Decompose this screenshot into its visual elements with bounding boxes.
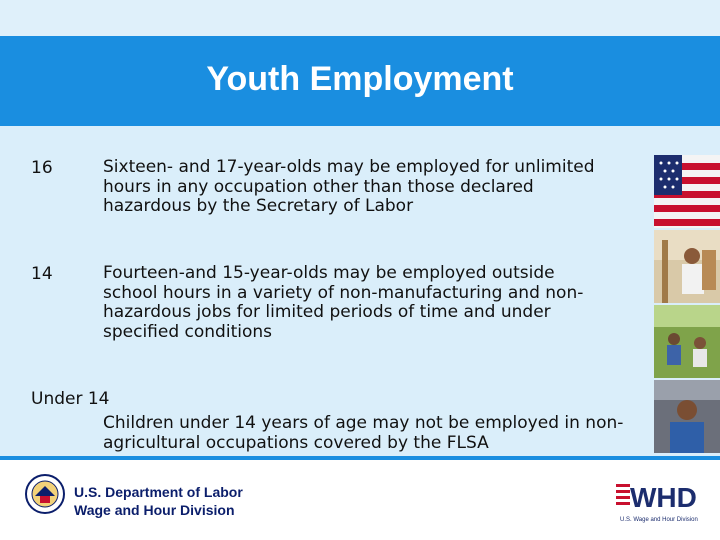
worker-photo-1 [654,230,720,303]
worker-photo-3 [654,380,720,453]
under-14-description: Children under 14 years of age may not be employed in non-agricultural occupations covered by the FLSA [103,413,624,453]
age-16-description: Sixteen- and 17-year-olds may be employed for unlimited hours in any occupation other than those declared hazardous by the Secretary of Labor [103,157,595,216]
age-16-label: 16 [31,158,53,178]
whd-logo-text: WHD [630,482,697,513]
whd-logo-icon [612,474,706,526]
whd-logo-caption: U.S. Wage and Hour Division [620,517,698,523]
worker-photo-2 [654,305,720,378]
organization-name [74,483,243,519]
photo-strip [654,155,720,455]
flag-photo [654,155,720,228]
slide-title: Youth Employment [206,60,514,98]
organization-line-1: U.S. Department of Labor [74,484,243,500]
age-14-description: Fourteen-and 15-year-olds may be employed outside school hours in a variety of non-manufacturing and non-hazardous jobs for limited periods of time and under specified conditions [103,263,584,342]
age-14-label: 14 [31,264,53,284]
dol-seal-icon [25,474,65,514]
organization-line-2: Wage and Hour Division [74,502,235,518]
top-strip [0,0,720,36]
under-14-label: Under 14 [31,389,110,409]
